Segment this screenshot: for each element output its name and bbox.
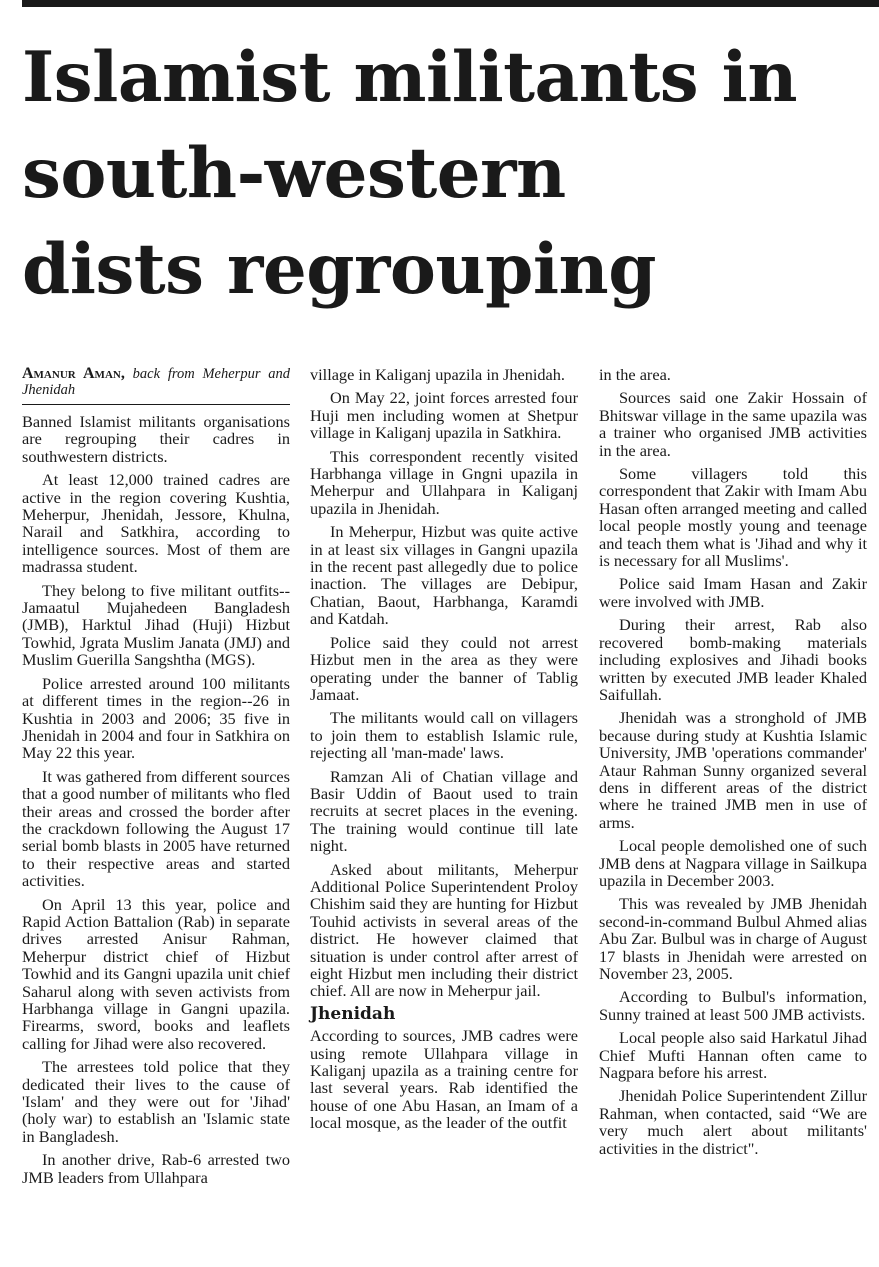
- headline: [22, 30, 879, 318]
- column-1: [22, 366, 290, 1192]
- column-3: [599, 366, 867, 1163]
- paragraph: Local people demolished one of such JMB dens at Nagpara village in Sailkupa upazila in December 2003.: [599, 836, 867, 890]
- paragraph: Police said they could not arrest Hizbut men in the area as they were operating under the banner of Tablig Jamaat.: [310, 632, 578, 704]
- headline-line: south-western: [22, 133, 566, 214]
- paragraph: Jhenidah was a stronghold of JMB because during study at Kushtia Islamic University, JMB 'operations commander' Ataur Rahman Sunny organized several dens in different areas of the district where he trained JMB men in use of arms.: [599, 708, 867, 832]
- paragraph: Banned Islamist militants organisations are regrouping their cadres in southwestern districts.: [22, 412, 290, 466]
- paragraph: According to Bulbul's information, Sunny trained at least 500 JMB activists.: [599, 987, 867, 1024]
- paragraph: Jhenidah Police Superintendent Zillur Rahman, when contacted, said “We are very much alert about militants' activities in the district".: [599, 1086, 867, 1158]
- column-2: [310, 366, 578, 1138]
- paragraph: On April 13 this year, police and Rapid Action Battalion (Rab) in separate drives arrested Anisur Rahman, Meherpur district chief of Hizbut Towhid and its Gangni upazila unit chief Saharul along with seven activists from Harbhanga village in Gangni upazila. Firearms, sword, books and leaflets calling for Jihad were also recovered.: [22, 894, 290, 1053]
- paragraph: The arrestees told police that they dedicated their lives to the cause of 'Islam' and they were out for 'Jihad' (holy war) to establish an 'Islamic state in Bangladesh.: [22, 1057, 290, 1146]
- paragraph: Asked about militants, Meherpur Additional Police Superintendent Proloy Chishim said they are hunting for Hizbut Touhid activists in several areas of the district. He however claimed that situation is under control after arrest of eight Hizbut men including their district chief. All are now in Meherpur jail.: [310, 859, 578, 1001]
- byline: [22, 366, 290, 398]
- paragraph: in the area.: [599, 365, 671, 384]
- paragraph: Ramzan Ali of Chatian village and Basir Uddin of Baout used to train recruits at secret places in the evening. The training would continue till late night.: [310, 766, 578, 856]
- paragraph: Sources said one Zakir Hossain of Bhitswar village in the same upazila was a trainer who organised JMB activities in the area.: [599, 388, 867, 460]
- byline-location: back from Meherpur and Jhenidah: [22, 366, 291, 398]
- byline-author: Amanur Aman,: [22, 365, 125, 382]
- headline-line: dists regrouping: [22, 229, 656, 310]
- paragraph: Police said Imam Hasan and Zakir were involved with JMB.: [599, 574, 867, 611]
- paragraph: In Meherpur, Hizbut was quite active in at least six villages in Gangni upazila in the recent past allegedly due to police inaction. The villages are Debipur, Chatian, Baout, Harbhanga, Karamdi and Katdah.: [310, 522, 578, 629]
- paragraph: On May 22, joint forces arrested four Huji men including women at Shetpur village in Kaliganj upazila in Satkhira.: [310, 388, 578, 443]
- paragraph: According to sources, JMB cadres were using remote Ullahpara village in Kaliganj upazila as a training centre for last several years. Rab identified the house of one Abu Hasan, an Imam of a local mosque, as the leader of the outfit: [310, 1026, 578, 1133]
- top-rule: [22, 0, 879, 7]
- paragraph: Local people also said Harkatul Jihad Chief Mufti Hannan often came to Nagpara before his arrest.: [599, 1028, 867, 1083]
- paragraph: village in Kaliganj upazila in Jhenidah.: [310, 365, 565, 384]
- paragraph: During their arrest, Rab also recovered bomb-making materials including explosives and Jihadi books written by executed JMB leader Khaled Saifullah.: [599, 615, 867, 704]
- paragraph: They belong to five militant outfits-- Jamaatul Mujahedeen Bangladesh (JMB), Harktul Jihad (Huji) Hizbut Towhid, Jgrata Muslim Janata (JMJ) and Muslim Guerilla Sangshtha (MGS).: [22, 580, 290, 670]
- byline-divider: [22, 404, 290, 405]
- paragraph: It was gathered from different sources that a good number of militants who fled their areas and crossed the border after the crackdown following the August 17 serial bomb blasts in 2005 have returned to their respective areas and started activities.: [22, 766, 290, 891]
- subheading: Jhenidah: [310, 1003, 396, 1024]
- paragraph: Some villagers told this correspondent that Zakir with Imam Abu Hasan often arranged meeting and called local people mostly young and teenage and teach them what is 'Jihad and why it is necessary for all Muslims'.: [599, 464, 867, 571]
- paragraph: At least 12,000 trained cadres are active in the region covering Kushtia, Meherpur, Jhenidah, Jessore, Khulna, Narail and Satkhira, according to intelligence sources. Most of them are madrassa student.: [22, 470, 290, 577]
- paragraph: Police arrested around 100 militants at different times in the region--26 in Kushtia in 2003 and 2006; 35 five in Jhenidah in 2004 and four in Satkhira on May 22 this year.: [22, 673, 290, 763]
- paragraph: In another drive, Rab-6 arrested two JMB leaders from Ullahpara: [22, 1150, 290, 1187]
- headline-line: Islamist militants in: [22, 37, 798, 118]
- paragraph: This correspondent recently visited Harbhanga village in Gngni upazila in Meherpur and Ullahpara in Kaliganj upazila in Jhenidah.: [310, 446, 578, 518]
- paragraph: This was revealed by JMB Jhenidah second-in-command Bulbul Ahmed alias Abu Zar. Bulbul was in charge of August 17 blasts in Jhenidah were arrested on November 23, 2005.: [599, 894, 867, 983]
- paragraph: The militants would call on villagers to join them to establish Islamic rule, rejecting all 'man-made' laws.: [310, 708, 578, 763]
